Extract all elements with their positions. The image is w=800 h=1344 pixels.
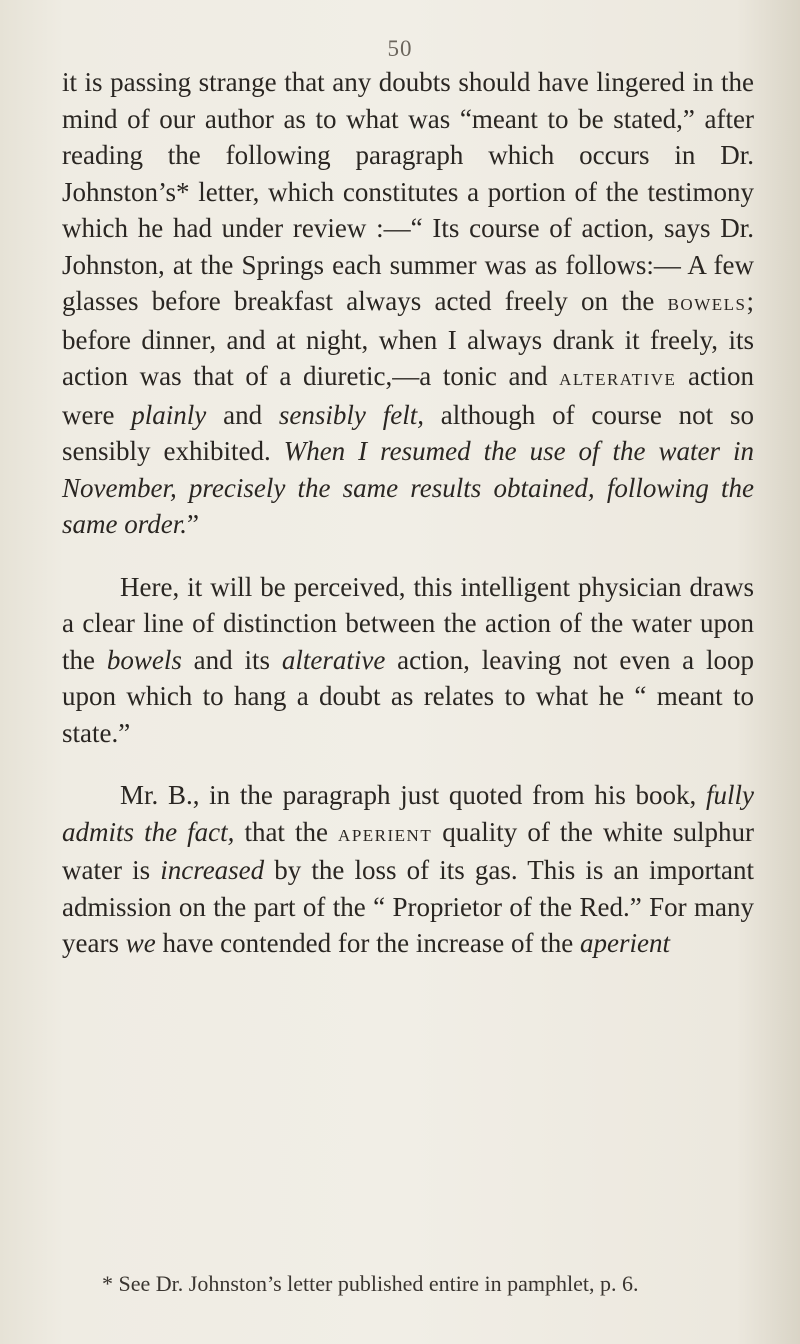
text-run: it is passing strange that any doubts should have lingered in the mind of our author as to what was “meant to be stated,” after reading the following paragraph which occurs in Dr. Johnston’s* letter, which constitutes a portion of the testimony which he had under review :—“ Its course of action, says Dr. Johnston, at the Springs each summer was as follows:— A few glasses before breakfast always acted freely on the <box>62 67 754 316</box>
text-run: have contended for the increase of the <box>155 928 581 958</box>
page-number: 50 <box>387 36 413 61</box>
italic-run: bowels <box>106 644 182 675</box>
text-run: although of course not so sensibly exhibited. <box>62 399 754 466</box>
paragraph-1 <box>62 64 754 543</box>
text-run: action were <box>62 361 754 430</box>
text-run: and its <box>181 644 282 675</box>
italic-run: fully admits the fact, <box>62 780 754 847</box>
italic-run: increased <box>160 855 265 885</box>
small-caps-run: bowels <box>667 290 747 316</box>
text-run: Here, it will be perceived, this intelligent physician draws a clear line of distinction between the action of the water upon the <box>62 571 754 675</box>
text-run: Mr. B., in the paragraph just quoted from his book, <box>120 780 706 810</box>
text-run: action, leaving not even a loop upon which to hang a doubt as relates to what he “ meant to state.” <box>62 644 754 748</box>
paragraph-2 <box>62 569 754 752</box>
italic-run: alterative <box>281 644 386 675</box>
footnote: * See Dr. Johnston’s letter published entire in pamphlet, p. 6. <box>102 1271 639 1296</box>
text-run: and <box>206 399 279 430</box>
text-run: by the loss of its gas. This is an important admission on the part of the “ Proprietor of the Red.” For many years <box>62 855 755 958</box>
text-run: ” <box>187 509 199 539</box>
text-run: ; before dinner, and at night, when I always drank it freely, its action was that of a diuretic,—a tonic and <box>62 286 754 391</box>
text-run: quality of the white sulphur water is <box>62 816 754 885</box>
italic-run: aperient <box>580 928 671 958</box>
italic-run: plainly <box>131 399 207 430</box>
body-text <box>62 64 754 962</box>
italic-run: sensibly felt, <box>278 399 424 430</box>
text-run: that the <box>234 816 339 847</box>
paragraph-3 <box>62 777 754 962</box>
italic-run: we <box>125 928 156 958</box>
italic-run: When I resumed the use of the water in November, precisely the same results obtained, following the same order. <box>62 436 754 539</box>
small-caps-run: alterative <box>559 365 677 391</box>
small-caps-run: aperient <box>338 820 433 847</box>
